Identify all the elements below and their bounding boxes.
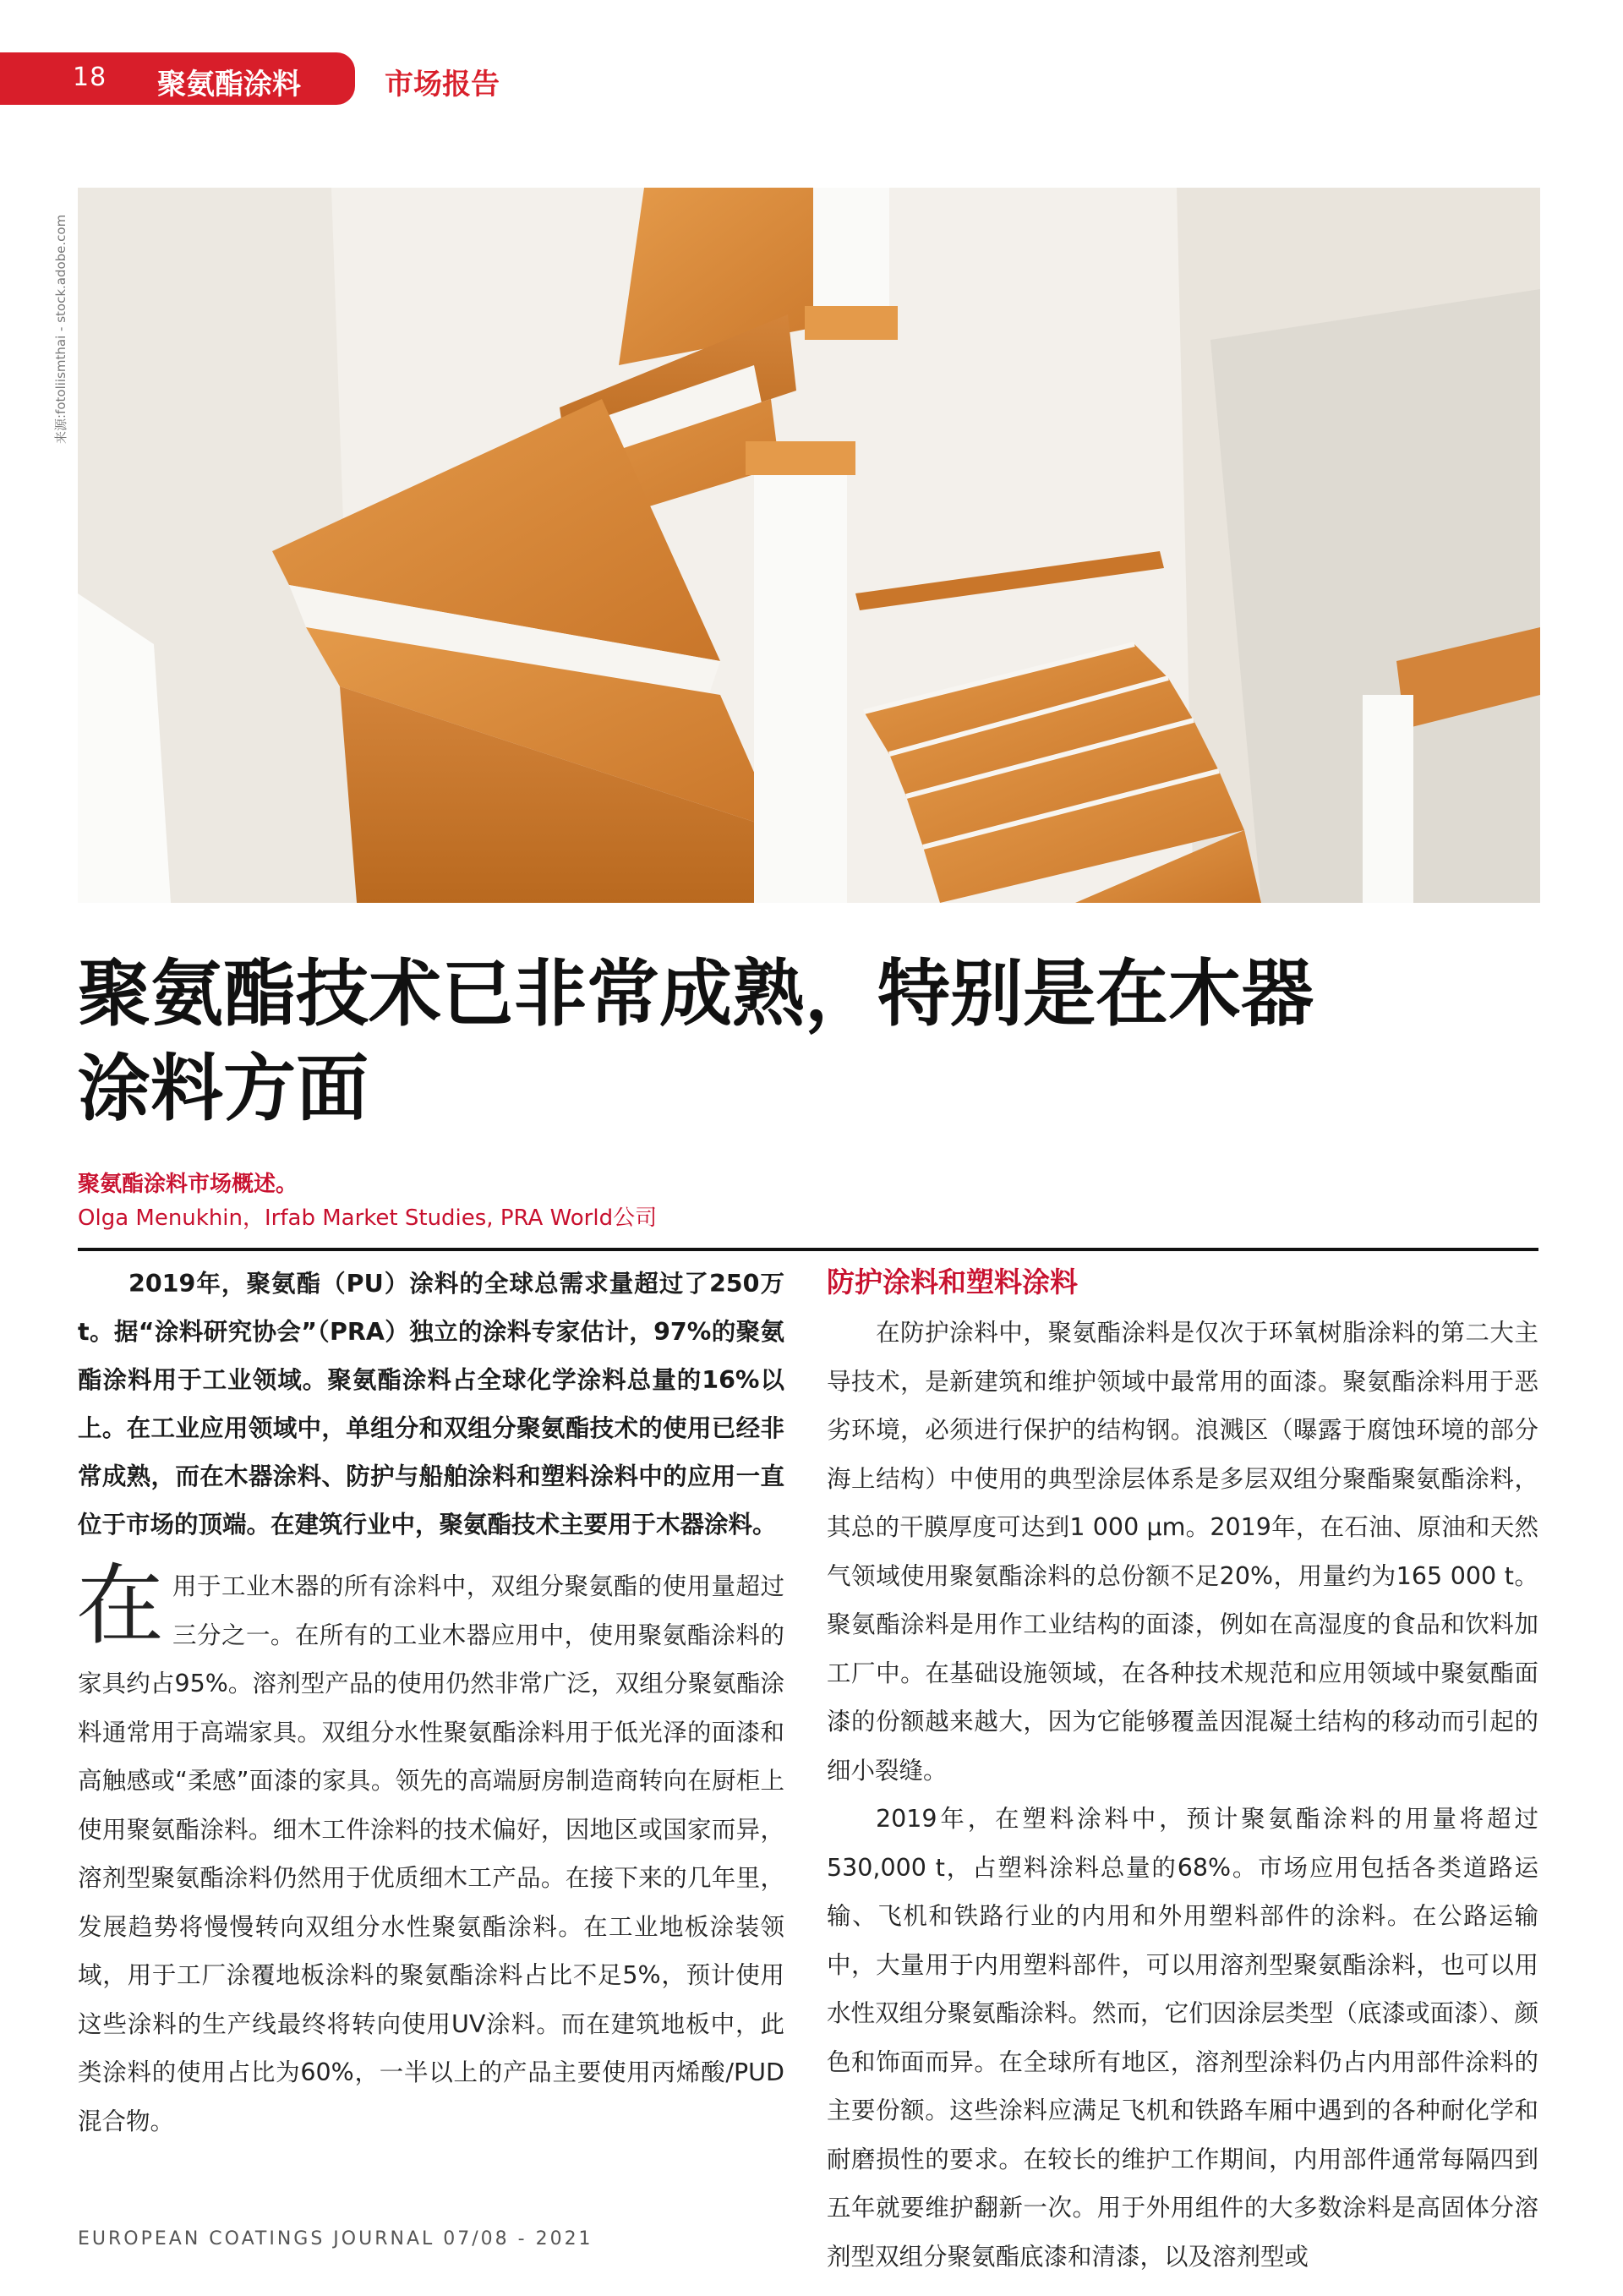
column-right [827, 1260, 1538, 2281]
staircase-illustration [78, 188, 1540, 903]
article-deck: 聚氨酯涂料市场概述。 [78, 1172, 298, 1197]
publication-name: 聚氨酯涂料 [157, 68, 301, 101]
paragraph-2: 在防护涂料中，聚氨酯涂料是仅次于环氧树脂涂料的第二大主导技术，是新建筑和维护领域中最常用的面漆。聚氨酯涂料用于恶劣环境，必须进行保护的结构钢。浪溅区（曝露于腐蚀环境的部分海上结构）中使用的典型涂层体系是多层双组分聚酯聚氨酯涂料，其总的干膜厚度可达到1 000 μm。2019年，在石油、原油和天然气领域使用聚氨酯涂料的总份额不足20%，用量约为165 000 t。聚氨酯涂料是用作工业结构的面漆，例如在高湿度的食品和饮料加工厂中。在基础设施领域，在各种技术规范和应用领域中聚氨酯面漆的份额越来越大，因为它能够覆盖因混凝土结构的移动而引起的细小裂缝。 [827, 1319, 1538, 1785]
page-footer: EUROPEAN COATINGS JOURNAL 07/08 - 2021 [78, 2228, 593, 2250]
page-header [0, 52, 1623, 105]
article-byline: Olga Menukhin，Irfab Market Studies, PRA World公司 [78, 1205, 658, 1231]
title-line-2: 涂料方面 [78, 1047, 369, 1131]
title-line-1: 聚氨酯技术已非常成熟，特别是在木器 [78, 952, 1314, 1036]
paragraph-3: 2019年，在塑料涂料中，预计聚氨酯涂料的用量将超过530,000 t，占塑料涂料总量的68%。市场应用包括各类道路运输、飞机和铁路行业的内用和外用塑料部件的涂料。在公路运输中，大量用于内用塑料部件，可以用溶剂型聚氨酯涂料，也可以用水性双组分聚氨酯涂料。然而，它们因涂层类型（底漆或面漆）、颜色和饰面而异。在全球所有地区，溶剂型涂料仍占内用部件涂料的主要份额。这些涂料应满足飞机和铁路车厢中遇到的各种耐化学和耐磨损性的要求。在较长的维护工作期间，内用部件通常每隔四到五年就要维护翻新一次。用于外用组件的大多数涂料是高固体分溶剂型双组分聚氨酯底漆和清漆，以及溶剂型或 [827, 1805, 1538, 2271]
divider-rule [78, 1248, 1538, 1251]
page-number: 18 [73, 63, 107, 92]
drop-cap: 在 [76, 1554, 165, 1657]
paragraph-1 [76, 1554, 784, 2146]
paragraph-1-text: 用于工业木器的所有涂料中，双组分聚氨酯的使用量超过三分之一。在所有的工业木器应用中，使用聚氨酯涂料的家具约占95%。溶剂型产品的使用仍然非常广泛，双组分聚氨酯涂料通常用于高端家具。双组分水性聚氨酯涂料用于低光泽的面漆和高触感或“柔感”面漆的家具。领先的高端厨房制造商转向在厨柜上使用聚氨酯涂料。细木工件涂料的技术偏好，因地区或国家而异，溶剂型聚氨酯涂料仍然用于优质细木工产品。在接下来的几年里，发展趋势将慢慢转向双组分水性聚氨酯涂料。在工业地板涂装领域，用于工厂涂覆地板涂料的聚氨酯涂料占比不足5%，预计使用这些涂料的生产线最终将转向使用UV涂料。而在建筑地板中，此类涂料的使用占比为60%，一半以上的产品主要使用丙烯酸/PUD混合物。 [78, 1572, 784, 2135]
column-left [78, 1260, 784, 2146]
header-red-tab [0, 52, 355, 105]
section-label: 市场报告 [385, 68, 500, 101]
article-title [78, 947, 1557, 1136]
lead-paragraph: 2019年，聚氨酯（PU）涂料的全球总需求量超过了250万t。据“涂料研究协会”（PRA）独立的涂料专家估计，97%的聚氨酯涂料用于工业领域。聚氨酯涂料占全球化学涂料总量的16%以上。在工业应用领域中，单组分和双组分聚氨酯技术的使用已经非常成熟，而在木器涂料、防护与船舶涂料和塑料涂料中的应用一直位于市场的顶端。在建筑行业中，聚氨酯技术主要用于木器涂料。 [78, 1270, 784, 1539]
staircase-photo [78, 188, 1540, 903]
subheading: 防护涂料和塑料涂料 [827, 1266, 1078, 1298]
image-credit: 来源:fotoliismthai - stock.adobe.com [53, 214, 68, 444]
